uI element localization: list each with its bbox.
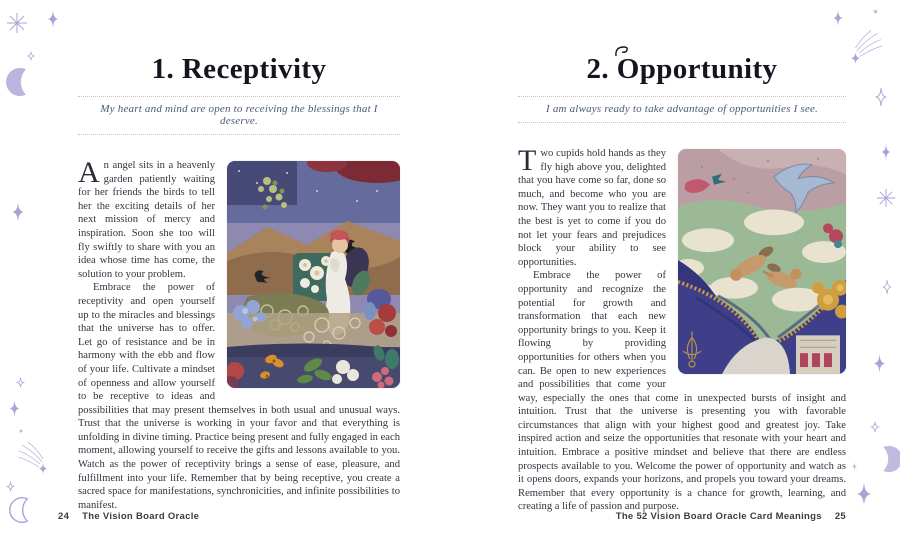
diamond-sparkle-icon <box>14 376 27 389</box>
star-dot-icon <box>872 8 879 15</box>
paragraph-text: n angel sits in a heavenly garden patiently waiting for her friends the birds to tell her the exciting details of her next mission of mercy and inspiration. Soon she too will fly swiftly to share with you an idea whose time has come, the solution to your problem. <box>78 160 215 280</box>
cupids-sky-collage <box>678 149 846 374</box>
card-title-receptivity: 1. Receptivity <box>151 53 327 85</box>
drop-cap: A <box>78 156 100 189</box>
receptivity-card-image <box>227 161 400 388</box>
card-title-opportunity <box>518 52 846 88</box>
title-flourish-icon <box>614 45 630 57</box>
starburst-icon <box>876 188 896 208</box>
diamond-sparkle-icon <box>4 480 17 493</box>
sparkle-star-icon <box>8 202 28 222</box>
opportunity-card-image <box>678 149 846 374</box>
sparkle-star-icon <box>6 400 23 417</box>
right-footer <box>616 511 846 522</box>
affirmation-text: My heart and mind are open to receiving the blessings that I deserve. <box>100 103 378 127</box>
paragraph-text: wo cupids hold hands as they fly high above you, delighted that you have come so far, done so much, and become who you are now. They want you to realize that the best is yet to come if you do not let your fears and prejudices block your ability to see opportunities. <box>518 148 666 268</box>
sparkle-star-icon <box>878 144 894 160</box>
diamond-sparkle-icon <box>868 420 882 434</box>
sparkle-star-icon <box>830 10 846 26</box>
affirmation-box <box>78 96 400 135</box>
affirmation-text: I am always ready to take advantage of opportunities I see. <box>546 103 818 115</box>
left-page <box>78 52 400 512</box>
running-head: The 52 Vision Board Oracle Card Meanings <box>615 511 822 522</box>
sparkle-star-icon <box>880 280 894 294</box>
sparkle-star-icon <box>850 462 859 471</box>
shooting-star-icon <box>846 28 884 66</box>
running-head: The Vision Board Oracle <box>82 511 200 522</box>
paragraph: Embrace the power of opportunity and recognize the potential for growth and transformation that each new opportunity brings to you. Keep it flowing by providing opportunities for others when you can. Be open to new experiences and possibilities that come your way, especially the ones that come in unexpected bursts of insight and intuition. Trust that the universe is presenting you with favorable circumstances that align with your highest good and greatest joy. Take inspired action and seize the opportunities that resonate with your heart and intuition. Embrace a positive mindset and believe that there are endless prospects available to you. Welcome the power of opportunity and watch as it opens doors, expands your horizons, and propels you toward your dreams. Remember that every opportunity is a chance for growth, learning, and creating a life of passion and purpose. <box>518 270 846 513</box>
angel-garden-collage <box>227 161 400 388</box>
shooting-star-icon <box>16 440 52 476</box>
right-page <box>518 52 846 514</box>
sparkle-star-icon <box>872 88 890 106</box>
crescent-moon-icon <box>4 66 36 98</box>
affirmation-box <box>518 96 846 123</box>
title-text: 2. Opportunity <box>586 53 778 85</box>
sparkle-star-icon <box>44 10 62 28</box>
left-footer <box>58 511 199 522</box>
crescent-moon-icon <box>8 496 36 524</box>
sparkle-star-icon <box>852 482 876 506</box>
page-number: 25 <box>834 511 846 522</box>
starburst-icon <box>6 12 28 34</box>
card-meaning-text <box>78 156 400 512</box>
crescent-moon-icon <box>874 444 900 474</box>
page-number: 24 <box>58 511 70 522</box>
star-dot-icon <box>18 428 24 434</box>
diamond-sparkle-icon <box>25 50 37 62</box>
paragraph: Embrace the power of receptivity and open yourself up to the miracles and blessings that the universe has to offer. Let go of resistance and be in harmony with the ebb and flow of your life. Cultivate a mindset of openness and allow yourself to be receptive to ideas and possibilities that may present themselves in both usual and unusual ways. Trust that the universe is working in your favor and that everything is unfolding in divine timing. Practice being present and fully engaged in each moment, allowing yourself to receive the gifts and lessons available to you. Watch as the power of receptivity brings a sense of ease, pleasure, and fulfillment into your life. Remember that by being receptive, you create a sacred space for manifestations, synchronicities, and infinite possibilities to manifest. <box>78 282 400 511</box>
card-meaning-text <box>518 144 846 514</box>
sparkle-star-icon <box>870 354 889 373</box>
drop-cap: T <box>518 144 537 177</box>
